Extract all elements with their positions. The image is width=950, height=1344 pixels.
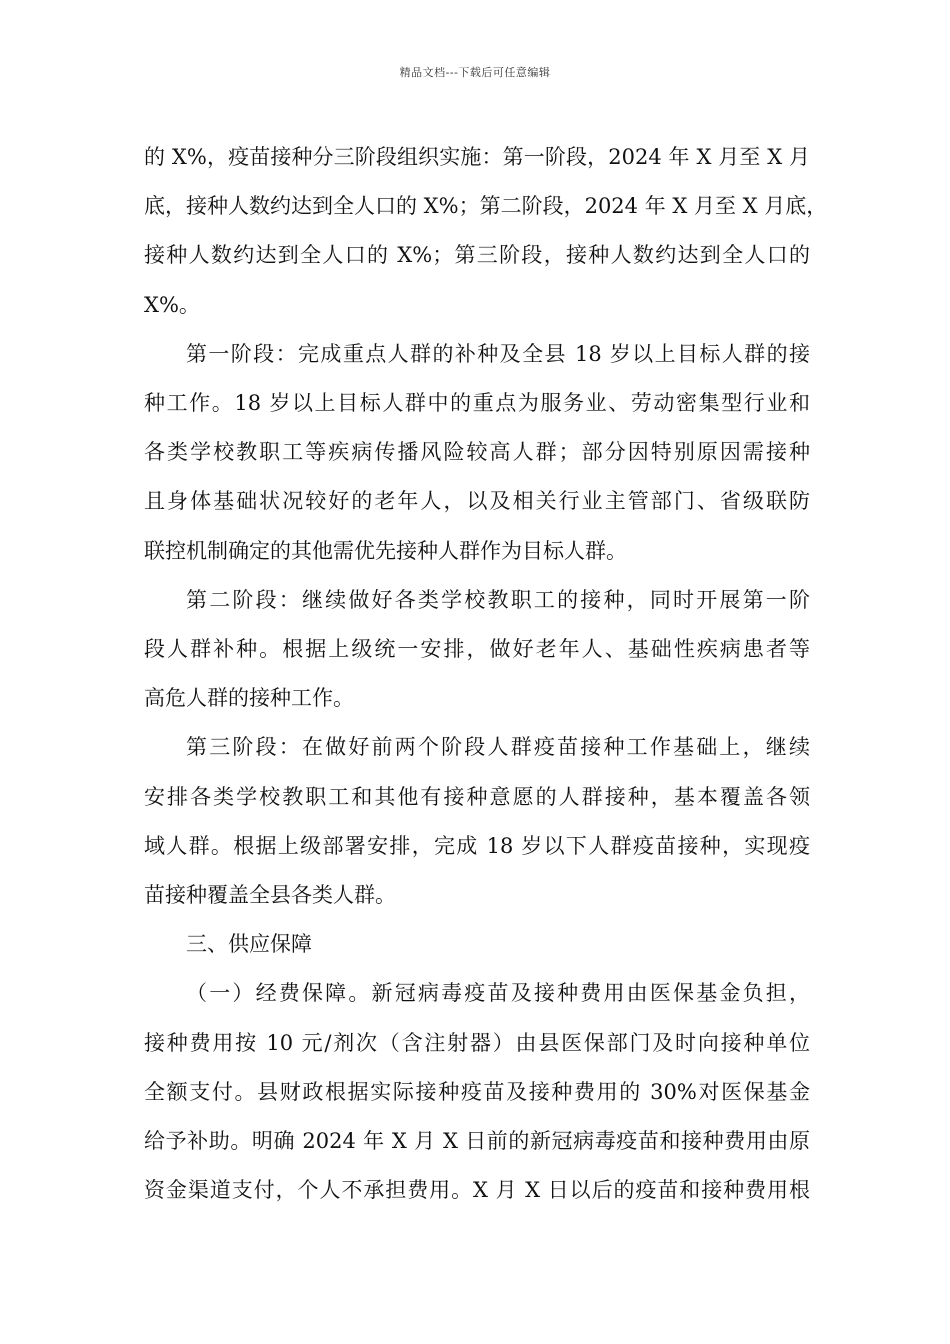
text-line: 苗接种覆盖全县各类人群。 <box>144 883 396 908</box>
text-line: 种工作。18 岁以上目标人群中的重点为服务业、劳动密集型行业和 <box>144 391 810 416</box>
text-line: 且身体基础状况较好的老年人，以及相关行业主管部门、省级联防 <box>144 489 810 514</box>
paragraph-phase-two <box>144 576 810 724</box>
text-line: 各类学校教职工等疾病传播风险较高人群；部分因特别原因需接种 <box>144 440 810 465</box>
text-line: 接种费用按 10 元/剂次（含注射器）由县医保部门及时向接种单位 <box>144 1030 810 1055</box>
text-line: 段人群补种。根据上级统一安排，做好老年人、基础性疾病患者等 <box>144 637 810 662</box>
text-line: 高危人群的接种工作。 <box>144 686 354 711</box>
text-line: 的 X%，疫苗接种分三阶段组织实施：第一阶段，2024 年 X 月至 X 月 <box>144 145 810 169</box>
text-line: 联控机制确定的其他需优先接种人群作为目标人群。 <box>144 538 627 563</box>
text-line: 给予补助。明确 2024 年 X 月 X 日前的新冠病毒疫苗和接种费用由原 <box>144 1129 810 1154</box>
text-line: 域人群。根据上级部署安排，完成 18 岁以下人群疫苗接种，实现疫 <box>144 833 810 858</box>
text-line: （一）经费保障。新冠病毒疫苗及接种费用由医保基金负担， <box>186 981 810 1006</box>
section-heading <box>144 920 810 969</box>
document-body <box>144 133 828 1215</box>
text-line: 安排各类学校教职工和其他有接种意愿的人群接种，基本覆盖各领 <box>144 784 810 809</box>
heading-text: 三、供应保障 <box>186 932 312 957</box>
text-line: X%。 <box>144 292 200 317</box>
text-line: 第二阶段：继续做好各类学校教职工的接种，同时开展第一阶 <box>186 587 810 612</box>
text-line: 第一阶段：完成重点人群的补种及全县 18 岁以上目标人群的接 <box>186 341 810 366</box>
paragraph-phase-one <box>144 330 810 576</box>
text-line: 底，接种人数约达到全人口的 X%；第二阶段，2024 年 X 月至 X 月底， <box>144 194 828 219</box>
text-line: 全额支付。县财政根据实际接种疫苗及接种费用的 30%对医保基金 <box>144 1079 810 1104</box>
text-line: 接种人数约达到全人口的 X%；第三阶段，接种人数约达到全人口的 <box>144 243 810 268</box>
paragraph-funding <box>144 969 810 1215</box>
text-line: 第三阶段：在做好前两个阶段人群疫苗接种工作基础上，继续 <box>186 735 810 760</box>
text-line: 资金渠道支付，个人不承担费用。X 月 X 日以后的疫苗和接种费用根 <box>144 1178 810 1203</box>
page-header: 精品文档---下载后可任意编辑 <box>399 66 551 79</box>
paragraph-continuation <box>144 133 828 330</box>
paragraph-phase-three <box>144 723 810 920</box>
